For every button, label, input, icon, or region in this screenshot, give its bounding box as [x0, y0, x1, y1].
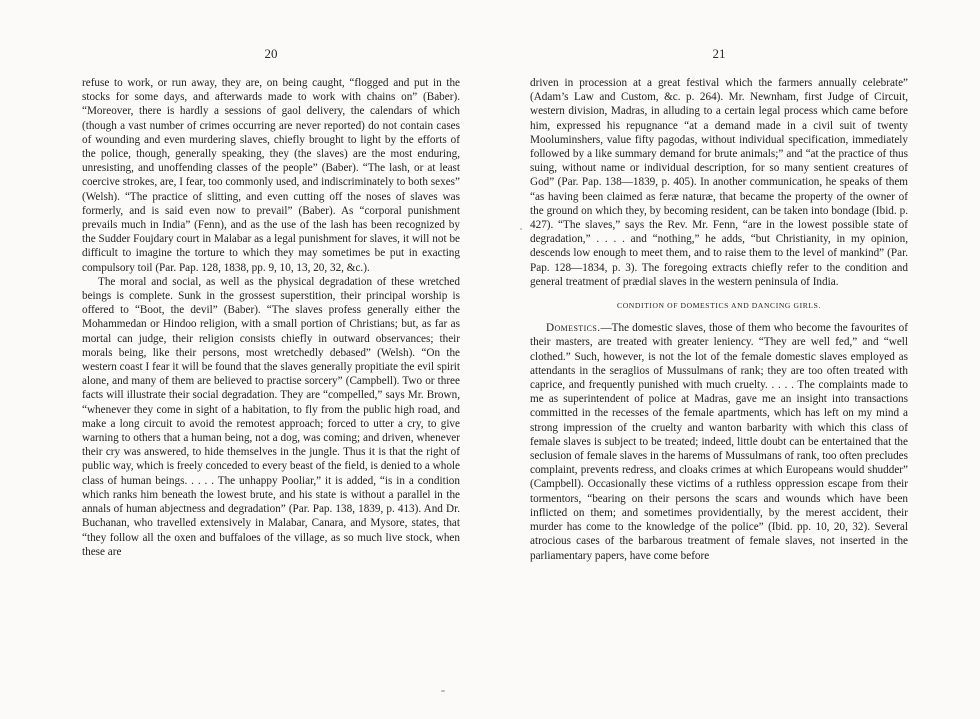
paper-speck — [520, 228, 522, 230]
paragraph-text: —The domestic slaves, those of them who become the favourites of their masters, are treated with greater leniency. “They are well fed,” and “well clothed.” Such, however, is not the lot of the female domestic slaves employed as attendants in the seraglios of Mussulmans of rank; they are too often treated with caprice, and frequently punished with much cruelty. . . . . The complaints made to me as superintendent of police at Madras, gave me an insight into transactions committed in the recesses of the female apartments, which has left on my mind a strong impression of the cruelty and wanton barbarity with which this class of female slaves is subject to be treated; indeed, little doubt can be entertained that the seclusion of female slaves in the harems of Mussulmans of rank, too often precludes complaint, prevents redress, and cloaks crimes at which Europeans would shudder” (Campbell). Occasionally these victims of a ruthless oppression escape from their tormentors, “bearing on their persons the scars and wounds which have been inflicted on them; and sometimes providentially, by the merest accident, their murder has come to the knowledge of the police” (Ibid. pp. 10, 20, 32). Several atrocious cases of the barbarous treatment of female slaves, not inserted in the parliamentary papers, have come before — [530, 322, 908, 562]
page-number: 20 — [264, 46, 278, 61]
paragraph: driven in procession at a great festival which the farmers annually celebrate” (Adam’s Law and Custom, &c. p. 264). Mr. Newnham, first Judge of Circuit, western division, Madras, in alluding to a certain legal process which came before him, expressed his repugnance “at a demand made in a civil suit of twenty Mooluminshers, value fifty pagodas, without individual specification, immediately followed by a like summary demand for brute animals;” and “at the practice of thus suing, without name or individual description, for so many sentient creatures of God” (Par. Pap. 138—1839, p. 405). In another communication, he speaks of them “as having been claimed as feræ naturæ, that became the property of the owner of the ground on which they, by becoming resident, can be taken into bondage (Ibid. p. 427). “The slaves,” says the Rev. Mr. Fenn, “are in the lowest possible state of degradation,” . . . . and “nothing,” he adds, “but Christianity, in my opinion, descends low enough to meet them, and to raise them to the level of mankind” (Par. Pap. 128—1834, p. 3). The foregoing extracts chiefly refer to the condition and general treatment of prædial slaves in the western peninsula of India. — [530, 77, 908, 288]
right-page — [530, 0, 908, 719]
section-lead: Domestics. — [546, 322, 601, 335]
page-body — [530, 76, 908, 563]
section-heading: CONDITION OF DOMESTICS AND DANCING GIRLS. — [617, 301, 821, 311]
paragraph: refuse to work, or run away, they are, on being caught, “flogged and put in the stocks for some days, and afterwards made to work with chains on” (Baber). “Moreover, there is hardly a sessions of gaol delivery, the calendars of which (though a vast number of crimes occurring are never reported) do not contain cases of wounding and even murdering slaves, chiefly brought to light by the efforts of the police, though, generally speaking, they (the slaves) are the most enduring, unresisting, and unoffending classes of the people” (Baber). “The lash, or at least coercive strokes, are, I fear, too commonly used, and indiscriminately to both sexes” (Welsh). “The practice of slitting, and even cutting off the noses of slaves was formerly, and is said even now to prevail” (Baber). As “corporal punishment prevails much in India” (Fenn), and as the use of the lash has been recognized by the Sudder Foujdary court in Malabar as a legal punishment for slaves, it will not be difficult to imagine the torture to which they may sometimes be put in exacting compulsory toil (Par. Pap. 128, 1838, pp. 9, 10, 13, 20, 32, &c.). — [82, 77, 460, 274]
left-page — [82, 0, 460, 719]
page-body — [82, 76, 460, 559]
page-number: 21 — [712, 46, 726, 61]
paper-speck — [441, 690, 445, 692]
paragraph: The moral and social, as well as the physical degradation of these wretched beings is complete. Sunk in the grossest superstition, their principal worship is offered to “Boot, the devil” (Baber). “The slaves profess generally either the Mohammedan or Hindoo religion, with a small portion of Christians; but, as far as mortal can judge, their religion consists chiefly in outward observances; their morals being, like their persons, most wretchedly debased” (Welsh). “On the western coast I fear it will be found that the slaves generally propitiate the evil spirit alone, and many of them are believed to practise sorcery” (Campbell). Two or three facts will illustrate their social degradation. They are “compelled,” says Mr. Brown, “whenever they come in sight of a habitation, to fly from the public high road, and make a long circuit to avoid the remotest approach; forced to utter a cry, to give warning to others that a human being, not a dog, was coming; and driven, whenever their cry was answered, to hide themselves in the jungle. Thus it is that the right of public way, which is freely conceded to every beast of the field, is denied to a whole class of human beings. . . . . The unhappy Pooliar,” it is added, “is in a condition which ranks him beneath the lowest brute, and his state is without a parallel in the annals of human abjectness and degradation” (Par. Pap. 138, 1839, p. 413). And Dr. Buchanan, who travelled extensively in Malabar, Canara, and Mysore, states, that “they follow all the oxen and buffaloes of the village, as so much live stock, when these are — [82, 275, 460, 558]
paragraph — [530, 321, 908, 562]
